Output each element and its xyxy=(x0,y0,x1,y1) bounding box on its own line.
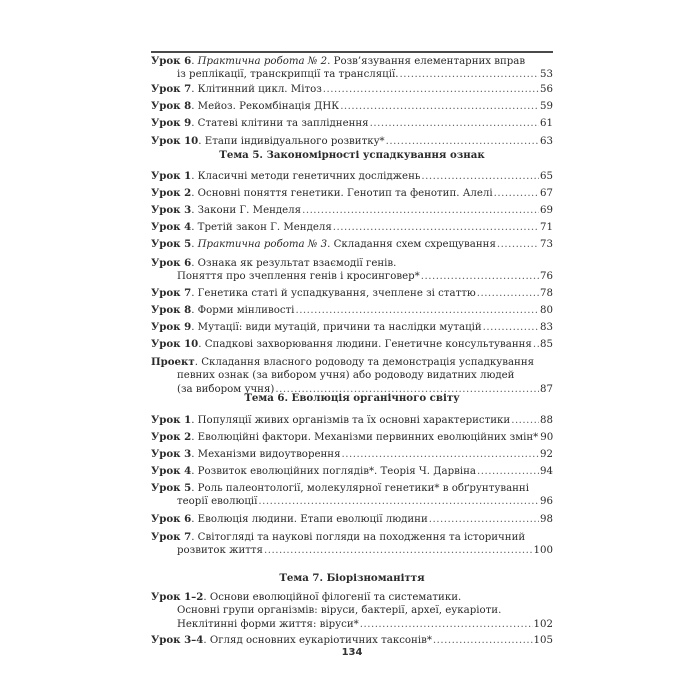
dot-leader xyxy=(295,304,539,318)
toc-entry[interactable] xyxy=(151,134,553,148)
page-ref: 65 xyxy=(540,171,553,182)
page-ref: 102 xyxy=(533,619,553,630)
entry-title: Роль палеонтології, молекулярної генетики* в обґрунтуванні xyxy=(197,483,529,494)
dot-leader xyxy=(258,495,539,509)
entry-text-line: Урок 8. Мейоз. Рекомбінація ДНК xyxy=(151,100,340,112)
entry-title: Генетика статі й успадкування, зчеплене зі статтю xyxy=(197,288,476,299)
lesson-label: Урок 6 xyxy=(151,55,192,67)
entry-line xyxy=(151,633,553,647)
section-heading: Тема 5. Закономірності успадкування ознак xyxy=(219,149,485,161)
entry-line xyxy=(151,604,553,618)
section-heading: Тема 7. Біорізноманіття xyxy=(279,572,425,584)
entry-text-line xyxy=(177,68,399,82)
entry-title: Неклітинні форми життя: віруси* xyxy=(177,619,359,630)
toc-entry[interactable] xyxy=(151,237,553,251)
page-ref: 69 xyxy=(540,205,553,216)
dot-leader xyxy=(477,465,539,479)
dot-leader xyxy=(264,544,533,558)
lesson-label: Урок 6 xyxy=(151,257,192,269)
entry-text-line: Урок 7. Клітинний цикл. Мітоз xyxy=(151,83,322,95)
dot-leader xyxy=(400,68,540,82)
entry-title: Розвиток еволюційних поглядів*. Теорія Ч. Дарвіна xyxy=(197,466,477,477)
page-ref: 94 xyxy=(540,466,553,477)
entry-text-line: Урок 9. Статеві клітини та запліднення xyxy=(151,117,369,129)
entry-line xyxy=(151,495,553,509)
entry-text-line xyxy=(177,370,514,381)
entry-title: Форми мінливості xyxy=(197,305,295,316)
lesson-label: Урок 4 xyxy=(151,465,192,477)
entry-line xyxy=(151,256,553,270)
toc-entry[interactable] xyxy=(151,530,553,558)
entry-title: розвиток життя xyxy=(177,545,263,556)
lesson-label: Урок 7 xyxy=(151,531,192,543)
entry-title: Основи еволюційної філогенії та систематики. xyxy=(209,592,462,603)
dot-leader xyxy=(494,187,539,201)
dot-leader xyxy=(302,204,539,218)
entry-title: Третій закон Г. Менделя xyxy=(197,222,332,233)
dot-leader xyxy=(421,270,539,284)
page-ref: 96 xyxy=(540,496,553,507)
entry-line xyxy=(151,337,553,351)
page-ref: 87 xyxy=(540,384,553,395)
lesson-label: Урок 5 xyxy=(151,238,192,250)
entry-text-line: Урок 2. Еволюційні фактори. Механізми первинних еволюційних змін* xyxy=(151,431,539,443)
entry-line xyxy=(151,464,553,478)
dot-leader xyxy=(433,634,533,648)
dot-leader xyxy=(370,117,539,131)
practical-work-label: Практична робота № 2 xyxy=(197,56,328,67)
toc-entry[interactable] xyxy=(151,512,553,526)
entry-line xyxy=(151,481,553,495)
entry-text-line: Урок 7. Генетика статі й успадкування, зчеплене зі статтю xyxy=(151,287,476,299)
dot-leader xyxy=(477,287,539,301)
entry-title: Клітинний цикл. Мітоз xyxy=(197,84,322,95)
page-ref: 73 xyxy=(540,239,553,250)
entry-text-line: Урок 4. Розвиток еволюційних поглядів*. Теорія Ч. Дарвіна xyxy=(151,465,477,477)
entry-title: Мейоз. Рекомбінація ДНК xyxy=(197,101,340,112)
toc-entry[interactable] xyxy=(151,464,553,478)
toc-entry[interactable] xyxy=(151,286,553,300)
entry-line xyxy=(151,530,553,544)
entry-title: Розв’язування елементарних вправ xyxy=(333,56,526,67)
entry-line xyxy=(151,99,553,113)
dot-leader xyxy=(333,221,539,235)
entry-line xyxy=(151,186,553,200)
entry-text-line: Урок 5. Практична робота № 3. Складання схем схрещування xyxy=(151,238,496,250)
practical-work-label: Практична робота № 3 xyxy=(197,239,328,250)
entry-title: Основні поняття генетики. Генотип та фенотип. Алелі xyxy=(197,188,493,199)
dot-leader xyxy=(533,338,539,352)
lesson-label: Урок 1 xyxy=(151,170,192,182)
entry-text-line: Урок 8. Форми мінливості xyxy=(151,304,295,316)
dot-leader xyxy=(421,170,539,184)
entry-text-line: Урок 2. Основні поняття генетики. Генотип та фенотип. Алелі xyxy=(151,187,493,199)
entry-line xyxy=(151,286,553,300)
toc-entry[interactable] xyxy=(151,320,553,334)
entry-text-line xyxy=(177,495,257,509)
entry-line xyxy=(151,203,553,217)
page-ref: 78 xyxy=(540,288,553,299)
lesson-label: Урок 9 xyxy=(151,117,192,129)
page-ref: 88 xyxy=(540,415,553,426)
page-number: 134 xyxy=(341,647,363,658)
lesson-label: Урок 7 xyxy=(151,287,192,299)
lesson-label: Урок 3 xyxy=(151,448,192,460)
entry-title: Статеві клітини та запліднення xyxy=(197,118,369,129)
toc-entry[interactable] xyxy=(151,99,553,113)
lesson-label: Урок 2 xyxy=(151,431,192,443)
toc-entry[interactable] xyxy=(151,447,553,461)
entry-title: Світогляді та наукові погляди на походження та історичний xyxy=(197,532,526,543)
entry-title: Класичні методи генетичних досліджень xyxy=(197,171,421,182)
dot-leader xyxy=(386,135,539,149)
entry-line xyxy=(151,220,553,234)
entry-title: теорії еволюції xyxy=(177,496,258,507)
entry-text-line: Урок 5. Роль палеонтології, молекулярної генетики* в обґрунтуванні xyxy=(151,482,529,494)
entry-title: Спадкові захворювання людини. Генетичне консультування xyxy=(204,339,532,350)
entry-line xyxy=(151,369,553,383)
lesson-label: Урок 3 xyxy=(151,204,192,216)
page-ref: 90 xyxy=(540,432,554,443)
entry-title: Механізми видоутворення xyxy=(197,449,341,460)
dot-leader xyxy=(323,83,539,97)
entry-line xyxy=(151,82,553,96)
lesson-label: Урок 4 xyxy=(151,221,192,233)
lesson-label: Урок 10 xyxy=(151,338,199,350)
toc-entry[interactable] xyxy=(151,54,553,82)
toc-entry[interactable] xyxy=(151,303,553,317)
toc-entry[interactable] xyxy=(151,590,553,632)
page-ref: 85 xyxy=(540,339,553,350)
entry-line xyxy=(151,303,553,317)
entry-text-line: Урок 9. Мутації: види мутацій, причини та наслідки мутацій xyxy=(151,321,482,333)
entry-line xyxy=(151,54,553,68)
toc-entry[interactable] xyxy=(151,169,553,183)
toc-entry[interactable] xyxy=(151,220,553,234)
entry-text-line: Урок 1. Популяції живих організмів та їх основні характеристики xyxy=(151,414,511,426)
page-ref: 63 xyxy=(540,136,553,147)
page-ref: 67 xyxy=(540,188,553,199)
toc-entry[interactable] xyxy=(151,186,553,200)
page-ref: 80 xyxy=(540,305,553,316)
page-ref: 53 xyxy=(540,69,553,80)
entry-text-line: Урок 10. Етапи індивідуального розвитку* xyxy=(151,135,385,147)
entry-title: Ознака як результат взаємодії генів. xyxy=(197,258,397,269)
entry-title: Закони Г. Менделя xyxy=(197,205,302,216)
entry-line xyxy=(151,355,553,369)
entry-title: (за вибором учня) xyxy=(177,384,275,395)
page-ref: 61 xyxy=(540,118,553,129)
entry-line xyxy=(151,237,553,251)
entry-line xyxy=(151,270,553,284)
dot-leader xyxy=(429,513,539,527)
entry-line xyxy=(151,68,553,82)
entry-line xyxy=(151,512,553,526)
entry-text-line xyxy=(177,605,501,616)
dot-leader xyxy=(511,414,539,428)
entry-title: Етапи індивідуального розвитку* xyxy=(204,136,385,147)
lesson-label: Проект xyxy=(151,356,195,368)
entry-title: Популяції живих організмів та їх основні характеристики xyxy=(197,415,511,426)
page-ref: 92 xyxy=(540,449,553,460)
entry-line xyxy=(151,134,553,148)
toc-entry[interactable] xyxy=(151,633,553,647)
entry-title: певних ознак (за вибором учня) або родоводу видатних людей xyxy=(177,370,515,381)
toc-entry[interactable] xyxy=(151,203,553,217)
entry-line xyxy=(151,320,553,334)
lesson-label: Урок 8 xyxy=(151,304,192,316)
dot-leader xyxy=(497,238,539,252)
lesson-label: Урок 2 xyxy=(151,187,192,199)
lesson-label: Урок 10 xyxy=(151,135,199,147)
lesson-label: Урок 1 xyxy=(151,414,192,426)
entry-text-line: Урок 3. Механізми видоутворення xyxy=(151,448,341,460)
entry-text-line: Урок 1. Класичні методи генетичних досліджень xyxy=(151,170,421,182)
lesson-label: Урок 8 xyxy=(151,100,192,112)
lesson-label: Урок 5 xyxy=(151,482,192,494)
page-ref: 105 xyxy=(533,635,553,646)
page-ref: 100 xyxy=(533,545,553,556)
dot-leader xyxy=(342,448,540,462)
entry-title: із реплікації, транскрипції та трансляції. xyxy=(177,69,399,80)
entry-line xyxy=(151,590,553,604)
entry-line xyxy=(151,116,553,130)
entry-line xyxy=(151,169,553,183)
entry-title: Складання схем схрещування xyxy=(333,239,496,250)
dot-leader xyxy=(360,618,533,632)
entry-line xyxy=(151,413,553,427)
entry-title: Складання власного родоводу та демонстрація успадкування xyxy=(201,357,535,368)
toc-entry[interactable] xyxy=(151,116,553,130)
entry-title: Мутації: види мутацій, причини та наслідки мутацій xyxy=(197,322,482,333)
toc-entry[interactable] xyxy=(151,256,553,284)
toc-entry[interactable] xyxy=(151,430,553,444)
toc-entry[interactable] xyxy=(151,82,553,96)
entry-title: Основні групи організмів: віруси, бактерії, археї, еукаріоти. xyxy=(177,605,502,616)
page-ref: 56 xyxy=(540,84,553,95)
entry-text-line xyxy=(177,544,263,558)
entry-line xyxy=(151,430,553,444)
entry-text-line: Урок 6. Ознака як результат взаємодії генів. xyxy=(151,257,397,269)
entry-text-line: Урок 10. Спадкові захворювання людини. Генетичне консультування xyxy=(151,338,532,350)
entry-text-line xyxy=(177,618,359,632)
entry-title: Еволюція людини. Етапи еволюції людини xyxy=(197,514,428,525)
dot-leader xyxy=(340,100,539,114)
entry-text-line xyxy=(177,270,420,284)
entry-text-line: Урок 3–4. Огляд основних еукаріотичних таксонів* xyxy=(151,634,432,646)
lesson-label: Урок 3–4 xyxy=(151,634,204,646)
toc-entry[interactable] xyxy=(151,337,553,351)
entry-line xyxy=(151,618,553,632)
top-rule xyxy=(151,51,553,53)
entry-title: Огляд основних еукаріотичних таксонів* xyxy=(209,635,432,646)
lesson-label: Урок 1–2 xyxy=(151,591,204,603)
page-ref: 83 xyxy=(540,322,553,333)
entry-line xyxy=(151,544,553,558)
entry-text-line: Урок 6. Практична робота № 2. Розв’язування елементарних вправ xyxy=(151,55,526,67)
page-ref: 71 xyxy=(540,222,553,233)
lesson-label: Урок 7 xyxy=(151,83,192,95)
page-ref: 76 xyxy=(540,271,553,282)
page-ref: 59 xyxy=(540,101,553,112)
section-heading: Тема 6. Еволюція органічного світу xyxy=(244,392,460,404)
entry-text-line: Урок 1–2. Основи еволюційної філогенії та систематики. xyxy=(151,591,462,603)
entry-line xyxy=(151,447,553,461)
toc-entry[interactable] xyxy=(151,481,553,509)
page-ref: 98 xyxy=(540,514,553,525)
entry-title: Поняття про зчеплення генів і кросинговер* xyxy=(177,271,420,282)
lesson-label: Урок 9 xyxy=(151,321,192,333)
entry-title: Еволюційні фактори. Механізми первинних еволюційних змін* xyxy=(197,432,539,443)
entry-text-line: Урок 3. Закони Г. Менделя xyxy=(151,204,302,216)
entry-text-line: Урок 6. Еволюція людини. Етапи еволюції людини xyxy=(151,513,428,525)
entry-text-line: Урок 4. Третій закон Г. Менделя xyxy=(151,221,332,233)
lesson-label: Урок 6 xyxy=(151,513,192,525)
entry-text-line: Проект. Складання власного родоводу та демонстрація успадкування xyxy=(151,356,535,368)
toc-entry[interactable] xyxy=(151,413,553,427)
dot-leader xyxy=(483,321,539,335)
entry-text-line: Урок 7. Світогляді та наукові погляди на походження та історичний xyxy=(151,531,526,543)
